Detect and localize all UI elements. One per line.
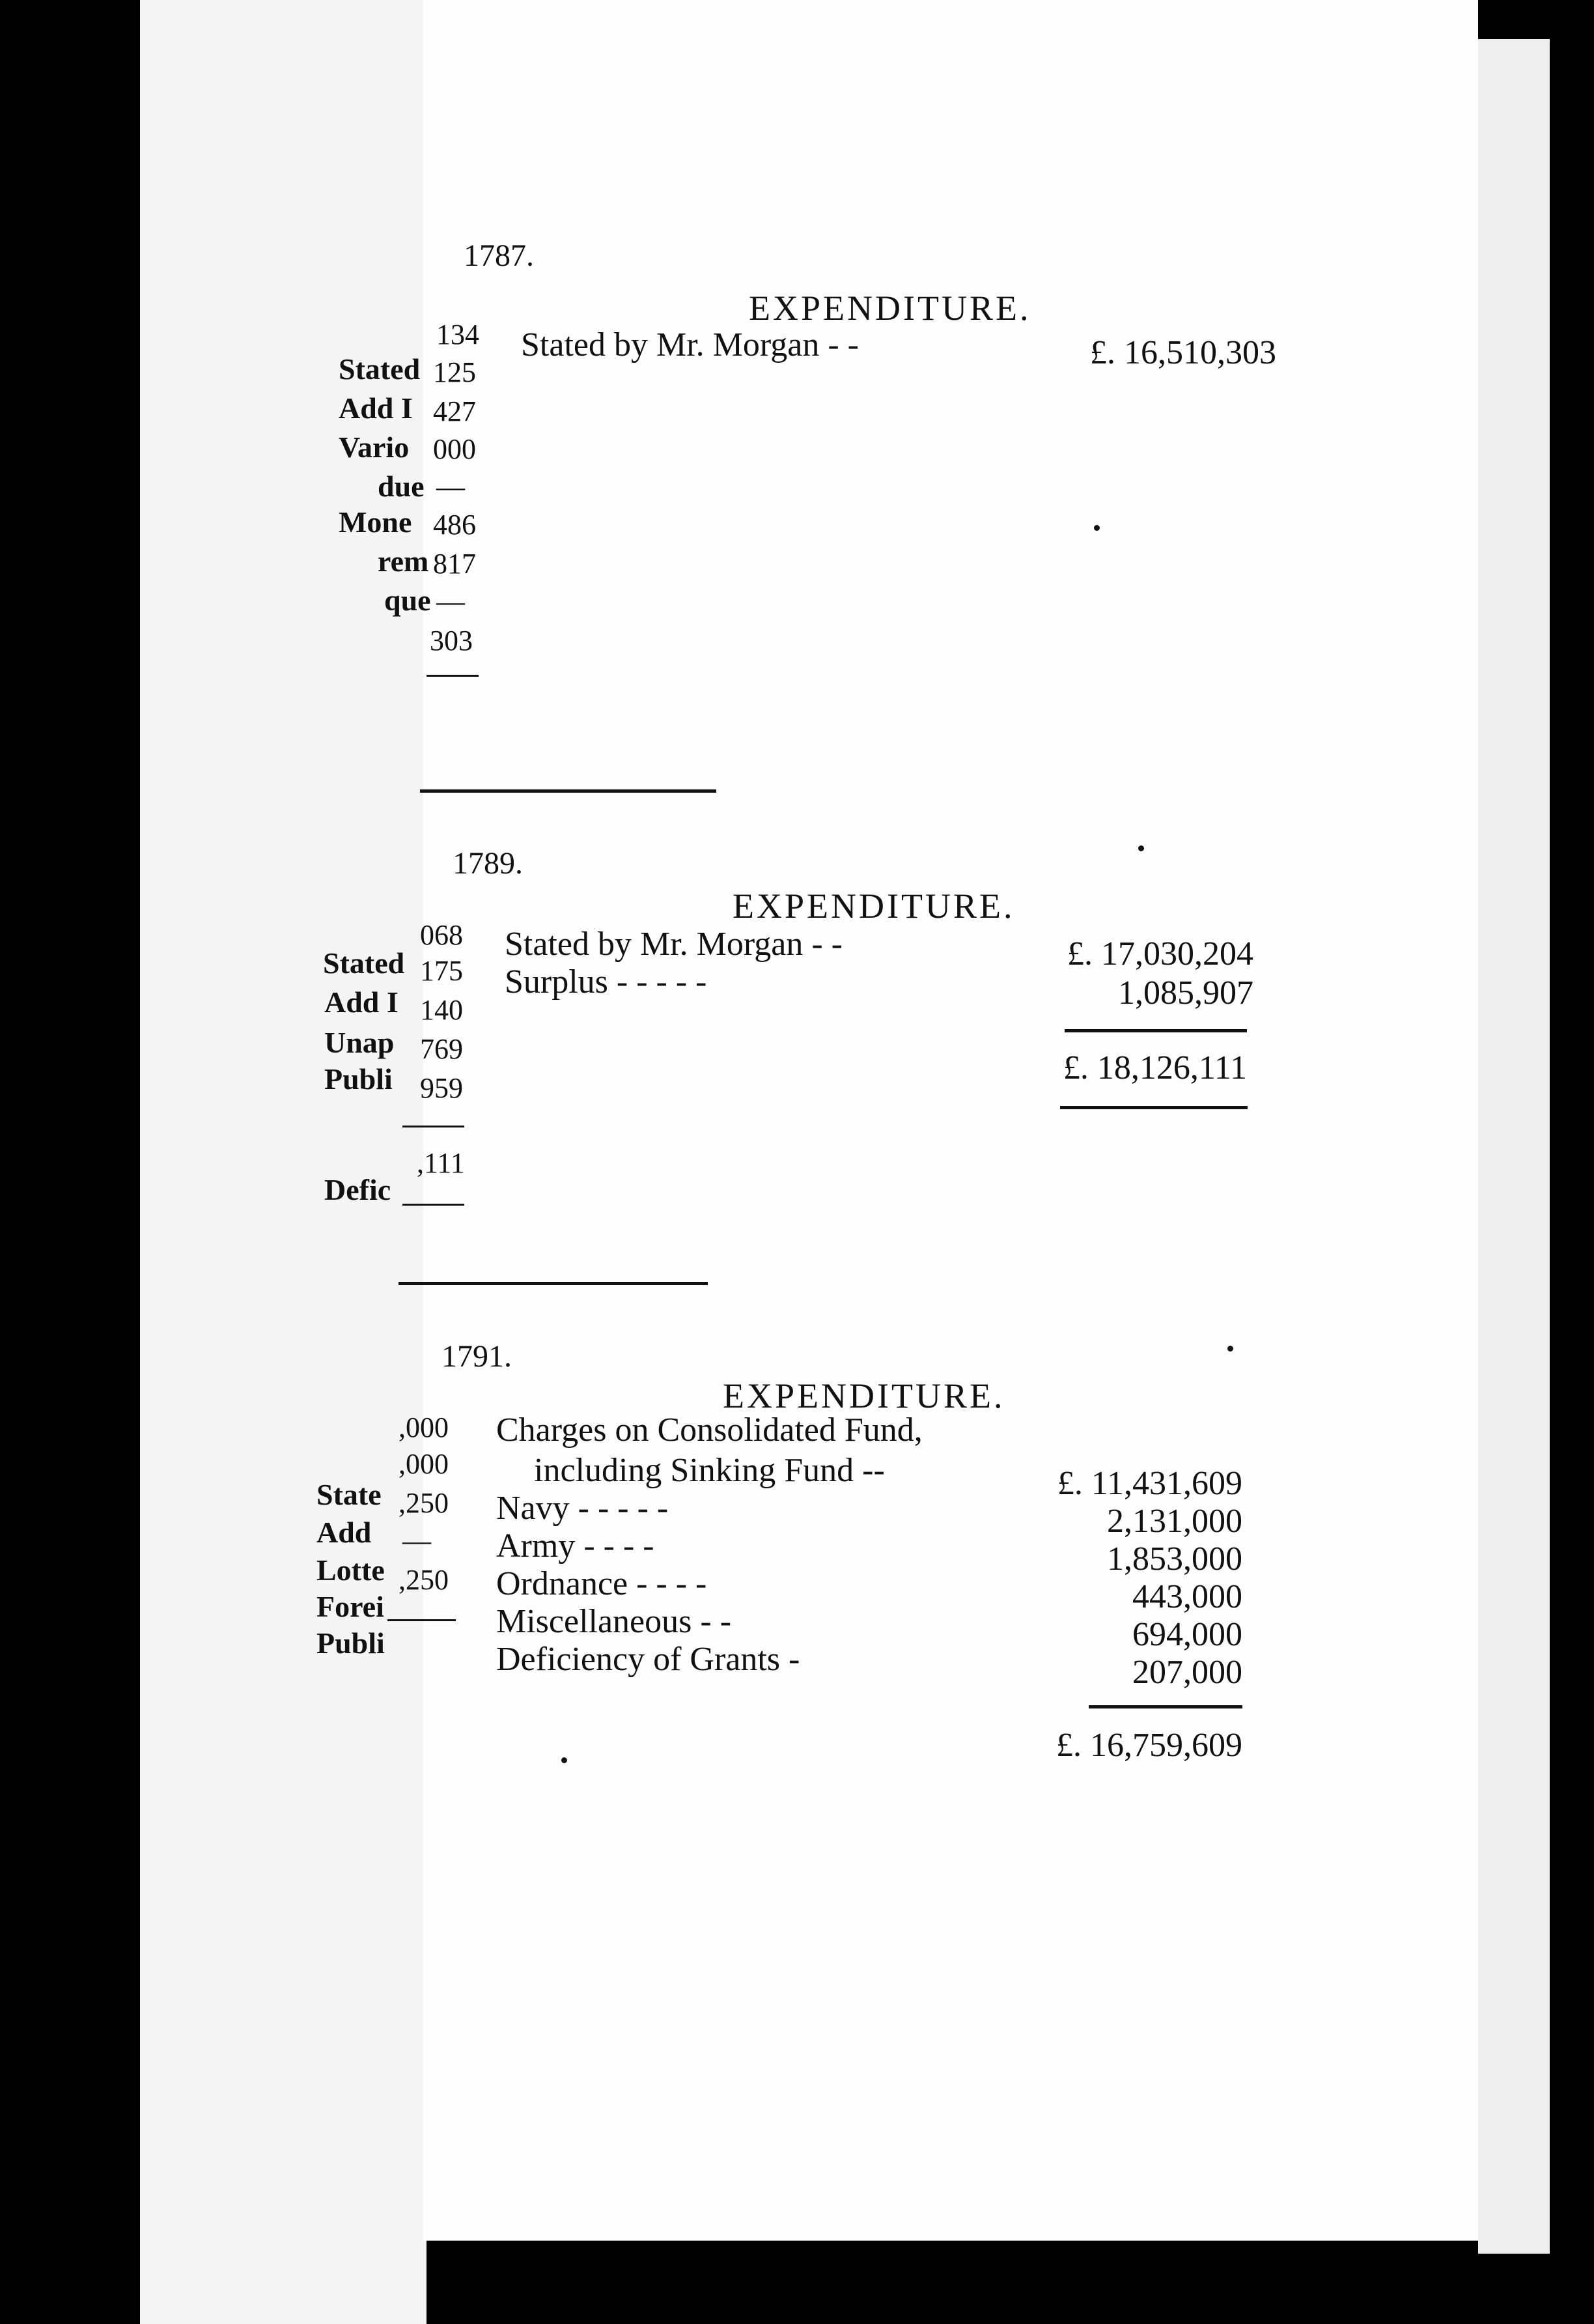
stub-label: Publi (316, 1626, 385, 1660)
stub-label: due (378, 470, 425, 503)
stub-number: — (402, 1525, 431, 1557)
stub-number: 769 (420, 1033, 463, 1065)
stub-number: 134 (436, 319, 479, 350)
stub-number: 427 (433, 395, 476, 427)
ink-speck (1227, 1346, 1233, 1352)
item-amount: 207,000 (1132, 1654, 1242, 1691)
stub-label: Add I (339, 391, 413, 425)
stub-number: ,000 (398, 1411, 449, 1443)
stub-number: ,111 (417, 1147, 465, 1179)
stub-number: — (436, 586, 465, 617)
total-amount: £. 16,759,609 (1056, 1727, 1242, 1764)
stub-number: — (436, 471, 465, 503)
stub-number: 959 (420, 1072, 463, 1104)
stub-rule (426, 675, 479, 677)
item-description: Charges on Consolidated Fund, (496, 1411, 923, 1449)
stub-label: Lotte (316, 1553, 385, 1587)
stub-number: 125 (433, 356, 476, 388)
ink-speck (1094, 525, 1100, 531)
stub-label: Defic (324, 1173, 391, 1206)
stub-label: Add I (324, 985, 398, 1019)
item-amount: 1,085,907 (1118, 974, 1253, 1012)
item-description: Deficiency of Grants - (496, 1641, 800, 1678)
item-description: Army - - - - (496, 1527, 654, 1565)
total-double-rule (1060, 1106, 1248, 1109)
stub-label: Add (316, 1516, 372, 1549)
item-description: Stated by Mr. Morgan - - (505, 926, 843, 963)
item-description: Navy - - - - - (496, 1490, 669, 1527)
stub-label: Mone (339, 505, 412, 539)
stub-rule (402, 1204, 464, 1206)
stub-label: que (384, 584, 431, 617)
section-year: 1789. (453, 846, 523, 881)
stub-number: 175 (420, 955, 463, 987)
left-page-strip (140, 0, 429, 2324)
page-edge (1478, 39, 1550, 2254)
item-amount: 1,853,000 (1107, 1540, 1242, 1578)
item-amount: £. 16,510,303 (1090, 334, 1276, 371)
item-description: including Sinking Fund -- (534, 1452, 885, 1489)
stub-number: ,000 (398, 1448, 449, 1480)
item-description: Surplus - - - - - (505, 963, 707, 1000)
item-description: Ordnance - - - - (496, 1565, 707, 1602)
stub-label: Unap (324, 1026, 395, 1059)
stub-number: 068 (420, 919, 463, 951)
ink-speck (1138, 845, 1144, 851)
stub-number: 140 (420, 994, 463, 1026)
stub-number: 486 (433, 509, 476, 541)
item-amount: 694,000 (1132, 1616, 1242, 1653)
section-year: 1791. (441, 1339, 512, 1374)
stub-rule (387, 1619, 456, 1621)
stub-label: rem (378, 545, 429, 578)
section-year: 1787. (464, 238, 534, 273)
section-heading: EXPENDITURE. (749, 289, 1031, 328)
item-amount: £. 11,431,609 (1057, 1465, 1242, 1502)
stub-label: Forei (316, 1590, 384, 1623)
sum-rule (1089, 1705, 1242, 1708)
section-separator-rule (420, 789, 716, 793)
stub-label: Vario (339, 431, 410, 464)
stub-rule (402, 1126, 464, 1127)
item-amount: £. 17,030,204 (1067, 935, 1253, 972)
total-amount: £. 18,126,111 (1063, 1049, 1247, 1086)
stub-label: State (316, 1478, 382, 1511)
section-heading: EXPENDITURE. (723, 1376, 1005, 1415)
stub-number: ,250 (398, 1564, 449, 1596)
ink-speck (561, 1757, 567, 1763)
stub-label: Stated (323, 946, 405, 980)
item-description: Stated by Mr. Morgan - - (521, 326, 859, 363)
section-separator-rule (398, 1282, 708, 1285)
item-amount: 443,000 (1132, 1578, 1242, 1615)
stub-number: 817 (433, 548, 476, 580)
section-heading: EXPENDITURE. (733, 886, 1015, 926)
stub-label: Stated (339, 352, 421, 386)
stub-number: 303 (430, 625, 473, 657)
item-amount: 2,131,000 (1107, 1503, 1242, 1540)
sum-rule (1065, 1029, 1247, 1032)
stub-number: 000 (433, 433, 476, 465)
stub-label: Publi (324, 1062, 393, 1096)
item-description: Miscellaneous - - (496, 1603, 732, 1640)
stub-number: ,250 (398, 1487, 449, 1519)
